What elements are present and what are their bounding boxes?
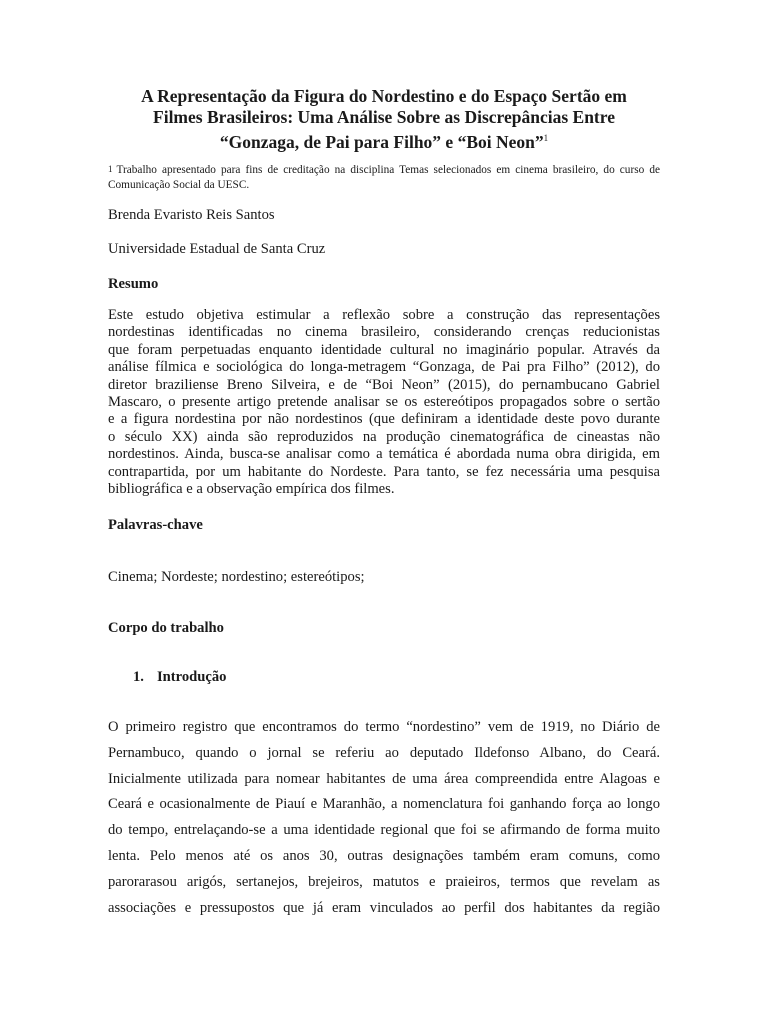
section-title: Introdução [157, 669, 227, 685]
abstract-line: e a figura nordestina por não nordestinos (que definiram a identidade deste povo durante [108, 411, 660, 428]
body-paragraph [108, 715, 660, 921]
footnote-text: Trabalho apresentado para fins de creditação na disciplina Temas selecionados em cinema brasileiro, do curso de Comunicação Social da UESC. [108, 164, 660, 191]
body-line: do tempo, entrelaçando-se a uma identidade regional que foi se afirmando de forma muito [108, 822, 660, 839]
body-line: Inicialmente utilizada para nomear habitantes de uma área compreendida entre Alagoas e [108, 770, 660, 787]
keywords-text: Cinema; Nordeste; nordestino; estereótipos; [108, 569, 365, 585]
title-line-1: A Representação da Figura do Nordestino e do Espaço Sertão em [141, 86, 627, 106]
body-line: parorarasou arigós, sertanejos, brejeiros, matutos e praieiros, termos que revelam as [108, 873, 660, 890]
abstract-line: Este estudo objetiva estimular a reflexão sobre a construção das representações [108, 307, 660, 323]
abstract-line: bibliográfica e a observação empírica dos filmes. [108, 481, 395, 498]
body-line: lenta. Pelo menos até os anos 30, outras designações também eram comuns, como [108, 847, 660, 864]
title-line-3 [90, 128, 678, 153]
document-title [90, 86, 678, 153]
body-line: Pernambuco, quando o jornal se referiu ao deputado Ildefonso Albano, do Ceará. [108, 744, 660, 761]
section-heading-introduction [133, 669, 226, 686]
title-line-2: Filmes Brasileiros: Uma Análise Sobre as Discrepâncias Entre [153, 107, 615, 127]
body-line: O primeiro registro que encontramos do termo “nordestino” vem de 1919, no Diário de [108, 719, 660, 735]
abstract-line: diretor braziliense Breno Silveira, e de “Boi Neon” (2015), do pernambucano Gabriel [108, 376, 660, 393]
university-name: Universidade Estadual de Santa Cruz [108, 241, 326, 257]
author-name: Brenda Evaristo Reis Santos [108, 207, 275, 223]
abstract-line: nordestinas identificadas no cinema brasileiro, considerando crenças reducionistas [108, 324, 660, 341]
keywords-heading: Palavras-chave [108, 517, 203, 533]
abstract-line: que foram perpetuadas enquanto identidade cultural no imaginário popular. Através da [108, 341, 660, 358]
body-heading: Corpo do trabalho [108, 620, 224, 636]
abstract-line: o século XX) ainda são reproduzidos na produção cinematográfica de cineastas não [108, 428, 660, 445]
abstract-text [108, 307, 660, 498]
abstract-line: Mascaro, o presente artigo pretende analisar se os estereótipos propagados sobre o sertão [108, 394, 660, 411]
footnote-marker: 1 [108, 164, 113, 174]
body-line: associações e pressupostos que já eram vinculados ao perfil dos habitantes da região [108, 899, 660, 916]
title-line-3-text: “Gonzaga, de Pai para Filho” e “Boi Neon” [219, 131, 544, 152]
abstract-heading: Resumo [108, 276, 159, 292]
footnote [108, 163, 660, 192]
abstract-line: análise fílmica e sociológica do longa-metragem “Gonzaga, de Pai pra Filho” (2012), do [108, 359, 660, 376]
abstract-line: nordestinos. Ainda, busca-se analisar como a temática é abordada numa obra dirigida, em [108, 446, 660, 463]
title-footnote-ref: 1 [543, 133, 549, 143]
section-number: 1. [133, 669, 144, 685]
abstract-line: contrapartida, por um habitante do Nordeste. Para tanto, se fez necessária uma pesquisa [108, 463, 660, 480]
body-line: Ceará e ocasionalmente de Piauí e Maranhão, a nomenclatura foi ganhando força ao longo [108, 796, 660, 813]
